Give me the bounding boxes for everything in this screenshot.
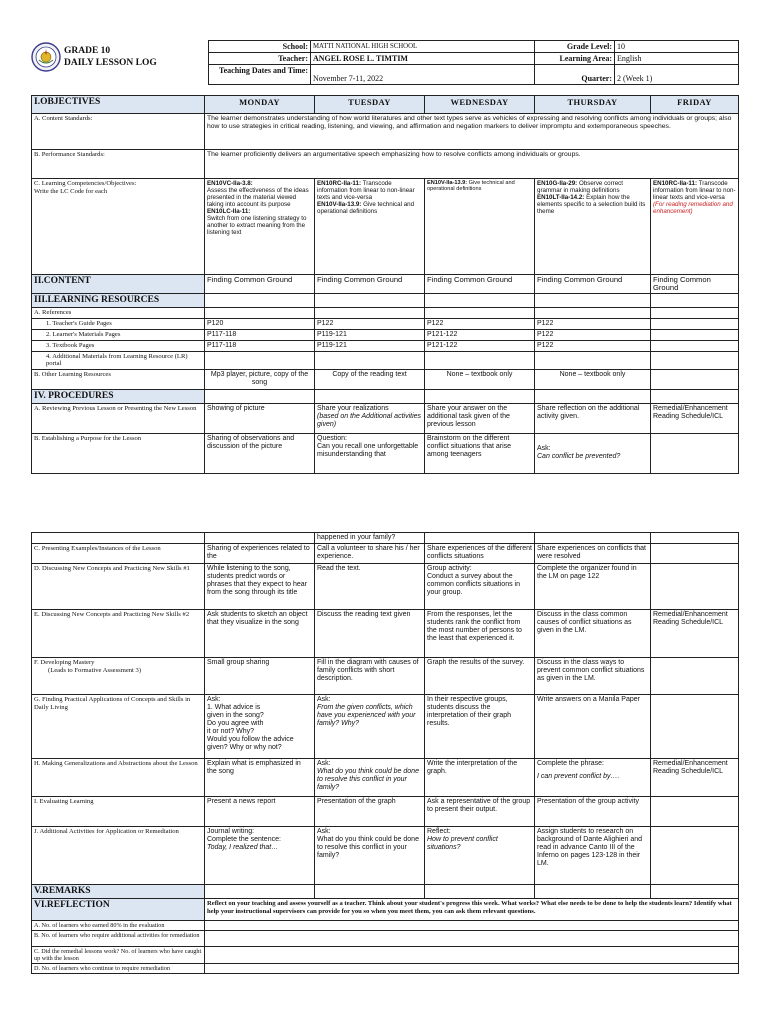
content-standards-text: The learner demonstrates understanding of how world literatures and other text types serve as vehicles of expressing and resolving conflicts among individuals or groups; also how to use strategies in critical reading, listening, and viewing, and affirmation and negation markers to deliver impromptu and extemporaneous speeches. [205, 114, 739, 150]
wed-text-1: Give technical and operational definitions [427, 180, 515, 193]
proc-f-fri [651, 658, 739, 695]
proc-h-tue-question: What do you think could be done to resolve this conflict in your family? [317, 768, 419, 791]
reflection-prompt: Reflect on your teaching and assess yourself as a teacher. Think about your student's progress this week. What works? What else needs to be done to help the students learn? Identify what help your instructional supervisors can provide for you so when you meet them, you can ask them relevant questions. [205, 899, 739, 921]
competencies-monday [205, 179, 315, 275]
document-title [64, 45, 157, 69]
deped-seal-icon [31, 42, 61, 72]
proc-e-wed: From the responses, let the students rank the conflict from the most number of persons to the least that experienced it. [425, 610, 535, 658]
proc-e-tue: Discuss the reading text given [315, 610, 425, 658]
reflection-item-a: A. No. of learners who earned 80% in the evaluation [32, 921, 205, 931]
performance-standards-label: B. Performance Standards: [32, 150, 205, 179]
proc-i-mon: Present a news report [205, 797, 315, 827]
section-procedures: IV. PROCEDURES [32, 389, 205, 403]
school-value: MATTI NATIONAL HIGH SCHOOL [311, 41, 535, 53]
thu-code-1: EN10G-IIa-29: [537, 180, 578, 187]
tg-pages-fri [651, 318, 739, 329]
proc-h-mon: Explain what is emphasized in the song [205, 759, 315, 797]
quarter-label: Quarter: [535, 65, 615, 85]
lr-portal-fri [651, 351, 739, 369]
proc-a-tue-note: (based on the Additional activities given) [317, 412, 422, 428]
proc-e-mon: Ask students to sketch an object that they visualize in the song [205, 610, 315, 658]
proc-g-tue-question: From the given conflicts, which have you experienced with your family? Why? [317, 704, 416, 727]
proc-j-mon-question: Today, I realized that… [207, 844, 279, 851]
proc-g-mon-ask: Ask: [207, 696, 221, 703]
mon-text-2: Switch from one listening strategy to another to extract meaning from the listening text [207, 215, 307, 236]
day-tuesday: TUESDAY [315, 96, 425, 114]
grade-label: Grade Level: [535, 41, 615, 53]
proc-g-label: G. Finding Practical Applications of Concepts and Skills in Daily Living [32, 695, 205, 759]
proc-d-mon: While listening to the song, students predict words or phrases that they expect to hear from the song through its title [205, 564, 315, 610]
lesson-log-table-page2 [31, 532, 739, 974]
proc-d-thu: Complete the organizer found in the LM on page 122 [535, 564, 651, 610]
quarter-value: 2 (Week 1) [615, 65, 739, 85]
textbook-pages-mon: P117-118 [205, 340, 315, 351]
proc-h-tue [315, 759, 425, 797]
lr-portal-mon [205, 351, 315, 369]
lm-pages-wed: P121-122 [425, 329, 535, 340]
proc-g-tue-ask: Ask: [317, 696, 331, 703]
proc-j-thu: Assign students to research on background of Dante Alighieri and read in advance Canto III of the Inferno on pages 123-128 in their LM. [535, 827, 651, 885]
proc-i-wed: Ask a representative of the group to present their output. [425, 797, 535, 827]
thu-text-1: Observe correct grammar in making definitions [537, 180, 623, 194]
proc-j-label: J. Additional Activities for Application or Remediation [32, 827, 205, 885]
content-thursday: Finding Common Ground [535, 275, 651, 294]
proc-g-mon [205, 695, 315, 759]
proc-c-fri [651, 544, 739, 564]
proc-b-tue-continued: happened in your family? [315, 533, 425, 544]
area-value: English [615, 53, 739, 65]
thu-text-2: Explain how the elements specific to a selection build its theme [537, 194, 646, 215]
textbook-pages-tue: P119-121 [315, 340, 425, 351]
proc-c-label: C. Presenting Examples/Instances of the Lesson [32, 544, 205, 564]
other-resources-fri [651, 369, 739, 389]
fri-note: (For reading remediation and enhancement) [653, 201, 733, 215]
tue-code-1: EN10RC-IIa-11: [317, 180, 362, 187]
proc-a-tue [315, 403, 425, 433]
tue-text-2: Give technical and operational definitions [317, 201, 415, 215]
proc-j-wed-reflect: Reflect: [427, 828, 451, 835]
competencies-tuesday [315, 179, 425, 275]
title-log: DAILY LESSON LOG [64, 58, 157, 68]
reflection-item-d: D. No. of learners who continue to require remediation [32, 964, 205, 974]
proc-b-label: B. Establishing a Purpose for the Lesson [32, 433, 205, 473]
proc-g-wed: In their respective groups, students discuss the interpretation of their graph results. [425, 695, 535, 759]
proc-g-tue [315, 695, 425, 759]
proc-e-fri: Remedial/Enhancement Reading Schedule/ICL [651, 610, 739, 658]
proc-f-mon: Small group sharing [205, 658, 315, 695]
proc-j-fri [651, 827, 739, 885]
lm-pages-tue: P119-121 [315, 329, 425, 340]
competencies-thursday [535, 179, 651, 275]
proc-d-label: D. Discussing New Concepts and Practicing New Skills #1 [32, 564, 205, 610]
header-info-table [208, 40, 739, 85]
lm-pages-mon: P117-118 [205, 329, 315, 340]
tg-pages-wed: P122 [425, 318, 535, 329]
fri-text-1: Transcode information from linear to non-linear texts and vice-versa [653, 180, 736, 201]
proc-d-fri [651, 564, 739, 610]
other-resources-thu: None – textbook only [535, 369, 651, 389]
proc-h-wed: Write the interpretation of the graph. [425, 759, 535, 797]
dates-value: November 7-11, 2022 [311, 65, 535, 85]
reflection-item-c: C. Did the remedial lessons work? No. of learners who have caught up with the lesson [32, 947, 205, 964]
proc-j-wed [425, 827, 535, 885]
proc-c-tue: Call a volunteer to share his / her experience. [315, 544, 425, 564]
proc-h-thu-phrase: Complete the phrase: [537, 760, 604, 767]
day-monday: MONDAY [205, 96, 315, 114]
tue-code-2: EN10V-IIa-13.9: [317, 201, 362, 208]
textbook-pages-thu: P122 [535, 340, 651, 351]
textbook-pages-fri [651, 340, 739, 351]
proc-i-tue: Presentation of the graph [315, 797, 425, 827]
other-resources-tue: Copy of the reading text [315, 369, 425, 389]
proc-h-thu-question: I can prevent conflict by…. [537, 773, 620, 780]
proc-h-label: H. Making Generalizations and Abstractions about the Lesson [32, 759, 205, 797]
textbook-pages-label: 3. Textbook Pages [32, 340, 205, 351]
proc-f-tue: Fill in the diagram with causes of family conflicts with short description. [315, 658, 425, 695]
proc-h-thu [535, 759, 651, 797]
thu-code-2: EN10LT-IIa-14.2: [537, 194, 585, 201]
section-reflection: VI.REFLECTION [32, 899, 205, 921]
proc-h-fri: Remedial/Enhancement Reading Schedule/ICL [651, 759, 739, 797]
lm-pages-fri [651, 329, 739, 340]
proc-c-thu: Share experiences on conflicts that were resolved [535, 544, 651, 564]
section-resources: III.LEARNING RESOURCES [32, 294, 205, 308]
competencies-label: C. Learning Competencies/Objectives: Write the LC Code for each [32, 179, 205, 275]
proc-a-label: A. Reviewing Previous Lesson or Presenting the New Lesson [32, 403, 205, 433]
proc-j-mon [205, 827, 315, 885]
proc-g-fri [651, 695, 739, 759]
content-monday: Finding Common Ground [205, 275, 315, 294]
other-resources-label: B. Other Learning Resources [32, 369, 205, 389]
day-friday: FRIDAY [651, 96, 739, 114]
proc-d-tue: Read the text. [315, 564, 425, 610]
proc-b-fri [651, 433, 739, 473]
teacher-value: ANGEL ROSE L. TIMTIM [311, 53, 535, 65]
lr-portal-thu [535, 351, 651, 369]
tg-pages-tue: P122 [315, 318, 425, 329]
proc-i-fri [651, 797, 739, 827]
lr-portal-label: 4. Additional Materials from Learning Resource (LR) portal [32, 351, 205, 369]
proc-f-label-main: F. Developing Mastery [34, 659, 95, 666]
mon-code-1: EN10VC-IIa-3.8: [207, 180, 253, 187]
proc-a-mon: Showing of picture [205, 403, 315, 433]
proc-i-label: I. Evaluating Learning [32, 797, 205, 827]
competencies-wednesday [425, 179, 535, 275]
area-label: Learning Area: [535, 53, 615, 65]
mon-code-2: EN10LC-IIa-11: [207, 208, 251, 215]
proc-a-tue-text: Share your realizations [317, 404, 389, 412]
proc-a-wed: Share your answer on the additional task given of the previous lesson [425, 403, 535, 433]
mon-text-1: Assess the effectiveness of the ideas presented in the material viewed taking into account its purpose [207, 187, 309, 208]
proc-f-thu: Discuss in the class ways to prevent common conflict situations as given in the LM. [535, 658, 651, 695]
proc-b-mon: Sharing of observations and discussion of the picture [205, 433, 315, 473]
lm-pages-label: 2. Learner's Materials Pages [32, 329, 205, 340]
proc-i-thu: Presentation of the group activity [535, 797, 651, 827]
section-objectives: I.OBJECTIVES [32, 96, 205, 114]
references-label: A. References [32, 308, 205, 319]
proc-c-wed: Share experiences of the different conflicts situations [425, 544, 535, 564]
teacher-label: Teacher: [209, 53, 311, 65]
textbook-pages-wed: P121-122 [425, 340, 535, 351]
proc-b-tue: Question: Can you recall one unforgettable misunderstanding that [315, 433, 425, 473]
proc-e-thu: Discuss in the class common causes of conflict situations as given in the LM. [535, 610, 651, 658]
content-wednesday: Finding Common Ground [425, 275, 535, 294]
other-resources-wed: None – textbook only [425, 369, 535, 389]
proc-b-thu-ask: Ask: [537, 445, 551, 453]
proc-h-tue-ask: Ask: [317, 760, 331, 767]
tue-text-1: Transcode information from linear to non-linear texts and vice-versa [317, 180, 415, 201]
proc-f-wed: Graph the results of the survey. [425, 658, 535, 695]
section-content: II.CONTENT [32, 275, 205, 294]
performance-standards-text: The learner proficiently delivers an argumentative speech emphasizing how to resolve conflicts among individuals or groups. [205, 150, 739, 179]
tg-pages-mon: P120 [205, 318, 315, 329]
proc-f-label [32, 658, 205, 695]
proc-j-wed-question: How to prevent conflict situations? [427, 836, 498, 851]
proc-b-wed: Brainstorm on the different conflict situations that arise among teenagers [425, 433, 535, 473]
tg-pages-thu: P122 [535, 318, 651, 329]
title-grade: GRADE 10 [64, 46, 111, 56]
school-label: School: [209, 41, 311, 53]
lm-pages-thu: P122 [535, 329, 651, 340]
proc-f-label-sub: (Leads to Formative Assessment 3) [48, 666, 142, 674]
content-standards-label: A. Content Standards: [32, 114, 205, 150]
proc-d-wed: Group activity: Conduct a survey about the common conflicts situations in your group. [425, 564, 535, 610]
proc-g-thu: Write answers on a Manila Paper [535, 695, 651, 759]
wed-code-1: EN10V-IIa-13.9: [427, 180, 468, 186]
lr-portal-tue [315, 351, 425, 369]
fri-code-1: EN10RC-IIa-11: [653, 180, 698, 187]
proc-j-mon-text: Journal writing: Complete the sentence: [207, 828, 281, 843]
proc-c-mon: Sharing of experiences related to the [205, 544, 315, 564]
tg-pages-label: 1. Teacher's Guide Pages [32, 318, 205, 329]
day-thursday: THURSDAY [535, 96, 651, 114]
lr-portal-wed [425, 351, 535, 369]
competencies-friday [651, 179, 739, 275]
proc-a-fri: Remedial/Enhancement Reading Schedule/ICL [651, 403, 739, 433]
proc-b-thu-question: Can conflict be prevented? [537, 453, 621, 461]
content-tuesday: Finding Common Ground [315, 275, 425, 294]
lesson-log-table-page1 [31, 95, 739, 474]
other-resources-mon: Mp3 player, picture, copy of the song [205, 369, 315, 389]
section-remarks: V.REMARKS [32, 885, 205, 899]
grade-value: 10 [615, 41, 739, 53]
proc-j-tue: Ask: What do you think could be done to resolve this conflict in your family? [315, 827, 425, 885]
proc-e-label: E. Discussing New Concepts and Practicing New Skills #2 [32, 610, 205, 658]
proc-g-mon-items: 1. What advice is given in the song? Do you agree with it or not? Why? Would you follow the advice given? Why or why not? [207, 704, 294, 751]
proc-b-thu [535, 433, 651, 473]
content-friday: Finding Common Ground [651, 275, 739, 294]
day-wednesday: WEDNESDAY [425, 96, 535, 114]
proc-a-thu: Share reflection on the additional activity given. [535, 403, 651, 433]
dates-label: Teaching Dates and Time: [209, 65, 311, 85]
reflection-item-b: B. No. of learners who require additional activities for remediation [32, 931, 205, 947]
